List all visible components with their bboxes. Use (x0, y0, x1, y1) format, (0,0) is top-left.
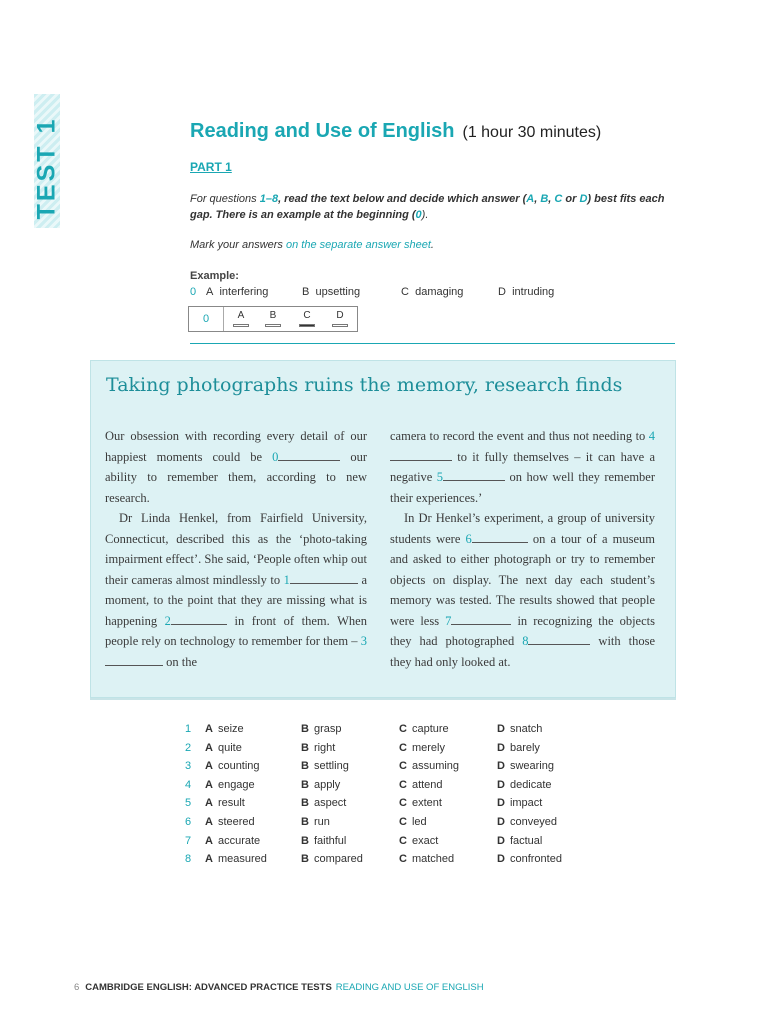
gap-blank (443, 469, 505, 481)
section-duration: (1 hour 30 minutes) (462, 124, 602, 141)
option-b: B aspect (301, 797, 347, 810)
instr-text: For questions (190, 193, 260, 205)
mark-instructions (190, 239, 434, 251)
example-answer-box (188, 306, 358, 332)
option-d: D snatch (497, 723, 543, 735)
option-a: A seize (205, 723, 244, 735)
page-footer (74, 982, 484, 993)
question-number: 5 (185, 797, 192, 810)
gap-blank (451, 613, 511, 625)
example-number: 0 (190, 286, 197, 298)
section-title: Reading and Use of English (190, 120, 455, 142)
option-a: A accurate (205, 834, 261, 847)
gap-number: 7 (445, 613, 452, 628)
option-d: D impact (497, 797, 543, 810)
question-number: 8 (185, 853, 192, 866)
gap-number: 8 (522, 634, 529, 648)
gap-blank (528, 633, 590, 645)
option-a: A result (205, 797, 245, 810)
example-box-letter-a: A (237, 310, 245, 321)
gap-blank (171, 613, 227, 625)
instructions (190, 191, 670, 223)
example-box-number: 0 (189, 307, 224, 331)
instr-sep: , (548, 193, 555, 205)
option-c: C attend (399, 778, 443, 791)
paragraph: In Dr Henkel’s experiment, a group of university students were 6 on a tour of a museum and asked to either photograph or try to remember objects on display. The next day each student’s memory was tested. The results showed that people were less 7 in recognizing the objects they had photographed 8 with those they had only looked at. (390, 511, 655, 669)
question-number: 6 (185, 815, 192, 828)
example-box-bubble-c-filled (299, 324, 315, 327)
gap-blank (105, 654, 163, 666)
instr-letter-d: D (579, 193, 588, 205)
divider (190, 343, 675, 344)
option-a: A quite (205, 741, 242, 754)
option-b: B right (301, 741, 336, 754)
option-b: B apply (301, 778, 341, 791)
instr-letter-b: B (540, 193, 549, 205)
example-label: Example: (190, 270, 239, 282)
option-c: C assuming (399, 760, 460, 773)
gap-blank (278, 449, 340, 461)
question-number: 1 (185, 723, 192, 735)
option-b: B grasp (301, 723, 342, 735)
option-b: B settling (301, 760, 349, 773)
option-d: D dedicate (497, 778, 552, 791)
option-a: A measured (205, 853, 267, 866)
test-tab-label-wrap (30, 116, 64, 220)
example-option-b: B upsetting (302, 286, 361, 298)
gap-number: 6 (465, 531, 472, 546)
gap-number: 0 (272, 449, 279, 464)
option-c: C led (399, 815, 427, 828)
question-number: 4 (185, 778, 192, 791)
page-number: 6 (74, 982, 80, 993)
mark-text: Mark your answers (190, 239, 286, 251)
example-option-c: C damaging (401, 286, 464, 298)
instr-letter-a: A (526, 193, 535, 205)
example-box-bubble-d (332, 324, 348, 327)
part-label: PART 1 (190, 160, 232, 174)
option-d: D factual (497, 834, 543, 847)
article-left-column (105, 426, 367, 672)
mark-end: . (430, 239, 434, 251)
option-d: D barely (497, 741, 540, 754)
paragraph: Dr Linda Henkel, from Fairfield University, Connecticut, described this as the ‘photo-taking impairment effect’. She said, ‘People often whip out their cameras almost mindlessly to 1 a moment, to the point that they are missing what is happening 2 in front of them. When people rely on technology to remember for them – 3 on the (105, 511, 367, 669)
option-a: A engage (205, 778, 255, 791)
instr-text: ) best fits each gap. There is an example at the beginning ( (190, 193, 665, 221)
question-number: 2 (185, 741, 192, 754)
article-title: Taking photographs ruins the memory, research finds (106, 374, 623, 396)
option-c: C matched (399, 853, 455, 866)
section-header (190, 120, 601, 143)
gap-number: 3 (360, 634, 367, 648)
gap-blank (472, 531, 528, 543)
option-d: D swearing (497, 760, 554, 773)
paragraph: Our obsession with recording every detail of our happiest moments could be 0 our ability to remember them, according to new research. (105, 429, 367, 505)
gap-number: 4 (648, 429, 655, 443)
question-number: 7 (185, 834, 192, 847)
option-a: A steered (205, 815, 255, 828)
test-tab-label: TEST 1 (32, 116, 61, 220)
article-right-column (390, 426, 655, 672)
gap-number: 2 (164, 613, 171, 628)
instr-zero: 0 (415, 209, 422, 221)
example-box-letter-c: C (303, 310, 311, 321)
option-d: D conveyed (497, 815, 558, 828)
option-d: D confronted (497, 853, 562, 866)
book-title: CAMBRIDGE ENGLISH: ADVANCED PRACTICE TESTS (85, 982, 332, 993)
instr-text: ). (421, 209, 429, 221)
question-number: 3 (185, 760, 192, 773)
instr-range: 1–8 (259, 193, 279, 205)
gap-number: 1 (283, 572, 290, 587)
instr-letter-c: C (554, 193, 563, 205)
instr-sep: , (534, 193, 541, 205)
option-c: C extent (399, 797, 442, 810)
gap-number: 5 (436, 470, 444, 484)
example-option-d: D intruding (498, 286, 555, 298)
option-c: C exact (399, 834, 439, 847)
option-b: B run (301, 815, 330, 828)
example-box-bubble-a (233, 324, 249, 327)
example-option-a: A interfering (206, 286, 269, 298)
option-a: A counting (205, 760, 260, 773)
footer-section: READING AND USE OF ENGLISH (335, 982, 484, 993)
paragraph: camera to record the event and thus not needing to 4 to it fully themselves – it can have a negative 5 on how well they remember their experiences.’ (390, 429, 656, 505)
example-box-letter-b: B (269, 310, 277, 321)
gap-blank (390, 449, 452, 461)
option-c: C capture (399, 723, 449, 735)
answer-sheet-link: on the separate answer sheet (285, 239, 431, 251)
instr-text: , read the text below and decide which answer ( (278, 193, 527, 205)
option-c: C merely (399, 741, 445, 754)
option-b: B compared (301, 853, 363, 866)
option-b: B faithful (301, 834, 347, 847)
gap-blank (290, 572, 358, 584)
example-box-letter-d: D (336, 310, 344, 321)
example-box-bubble-b (265, 324, 281, 327)
instr-or: or (562, 193, 580, 205)
